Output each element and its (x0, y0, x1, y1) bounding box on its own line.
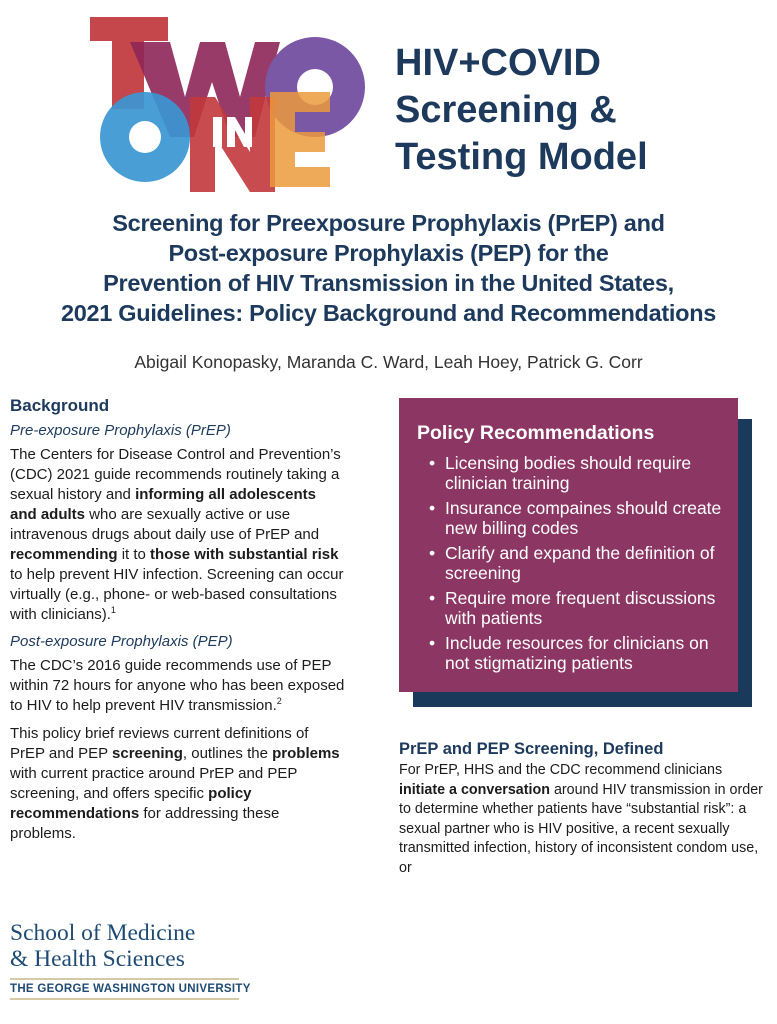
item-text: Clarify and expand the definition of screening (445, 543, 715, 583)
prep-subheading: Pre-exposure Prophylaxis (PrEP) (10, 422, 231, 439)
gwu-logo (10, 920, 251, 1000)
logo-letter-e (270, 92, 330, 187)
text: it to (117, 546, 151, 563)
logo-graphic (90, 12, 370, 192)
school-name: & Health Sciences (10, 946, 185, 972)
defined-paragraph (399, 761, 764, 878)
footnote-ref: 1 (110, 605, 116, 615)
list-item (417, 498, 730, 538)
text: For PrEP, HHS and the CDC recommend clinicians (399, 762, 723, 778)
title-line: Screening for Preexposure Prophylaxis (PrEP) and (112, 210, 665, 236)
background-section (10, 396, 345, 852)
divider (10, 998, 239, 1000)
university-name: THE GEORGE WASHINGTON UNIVERSITY (10, 983, 251, 995)
school-name: School of Medicine (10, 920, 196, 946)
list-item (417, 588, 730, 628)
defined-heading: PrEP and PEP Screening, Defined (399, 740, 664, 758)
emphasis: those with substantial risk (150, 546, 339, 563)
header-title (395, 40, 648, 181)
background-heading: Background (10, 396, 110, 415)
list-item (417, 633, 730, 673)
text: for addressing these problems. (10, 805, 280, 842)
emphasis: screening (112, 745, 183, 762)
bullet-icon: • (429, 588, 436, 608)
policy-list (417, 453, 730, 673)
text: , outlines the (182, 745, 273, 762)
item-text: Licensing bodies should require clinician training (445, 453, 692, 493)
authors: Abigail Konopasky, Maranda C. Ward, Leah Hoey, Patrick G. Corr (134, 352, 643, 372)
bullet-icon: • (429, 453, 436, 473)
page-title (0, 208, 777, 328)
title-line: 2021 Guidelines: Policy Background and Recommendations (60, 300, 717, 326)
bullet-icon: • (429, 498, 436, 518)
list-item (417, 453, 730, 493)
list-item (417, 543, 730, 583)
emphasis: policy recommendations (10, 785, 252, 822)
brief-paragraph (10, 724, 345, 844)
two-in-one-logo (90, 12, 370, 192)
text: to help prevent HIV infection. Screening can occur virtually (e.g., phone- or web-based consultations with clinicians). (10, 566, 344, 623)
title-line: Post-exposure Prophylaxis (PEP) for the (168, 240, 609, 266)
text: around HIV transmission in order to determine whether patients have “substantial risk”: a sexual partner who is HIV positive, a recent sexually transmitted infection, history of inconsistent condom use, or (399, 781, 763, 876)
footnote-ref: 2 (276, 696, 282, 706)
title-line: Prevention of HIV Transmission in the United States, (103, 270, 674, 296)
prep-paragraph (10, 445, 345, 625)
header-title-line: HIV+COVID (395, 42, 601, 84)
screening-defined-section (399, 740, 764, 886)
policy-heading: Policy Recommendations (417, 422, 655, 444)
text: This policy brief reviews current definitions of PrEP and PEP (10, 725, 309, 762)
text: The CDC’s 2016 guide recommends use of PEP within 72 hours for anyone who has been exposed to HIV to help prevent HIV transmission. (10, 657, 345, 714)
logo-letters-in (213, 117, 252, 147)
bullet-icon: • (429, 543, 436, 563)
logo-letter-o-blue (100, 92, 190, 182)
text: The Centers for Disease Control and Prevention’s (CDC) 2021 guide recommends routinely taking a sexual history and (10, 446, 341, 503)
header-title-line: Testing Model (395, 136, 648, 178)
pep-paragraph (10, 656, 345, 716)
emphasis: initiate a conversation (399, 781, 550, 798)
emphasis: informing all adolescents and adults (10, 486, 316, 523)
policy-recommendations-box (399, 398, 738, 692)
item-text: Insurance compaines should create new billing codes (445, 498, 722, 538)
pep-subheading: Post-exposure Prophylaxis (PEP) (10, 633, 233, 650)
bullet-icon: • (429, 633, 436, 653)
text: with current practice around PrEP and PEP screening, and offers specific (10, 765, 298, 802)
emphasis: recommending (10, 546, 118, 563)
item-text: Include resources for clinicians on not stigmatizing patients (445, 633, 709, 673)
emphasis: problems (272, 745, 340, 762)
item-text: Require more frequent discussions with patients (445, 588, 716, 628)
header-title-line: Screening & (395, 89, 617, 131)
text: who are sexually active or use intravenous drugs about daily use of PrEP and (10, 506, 320, 543)
